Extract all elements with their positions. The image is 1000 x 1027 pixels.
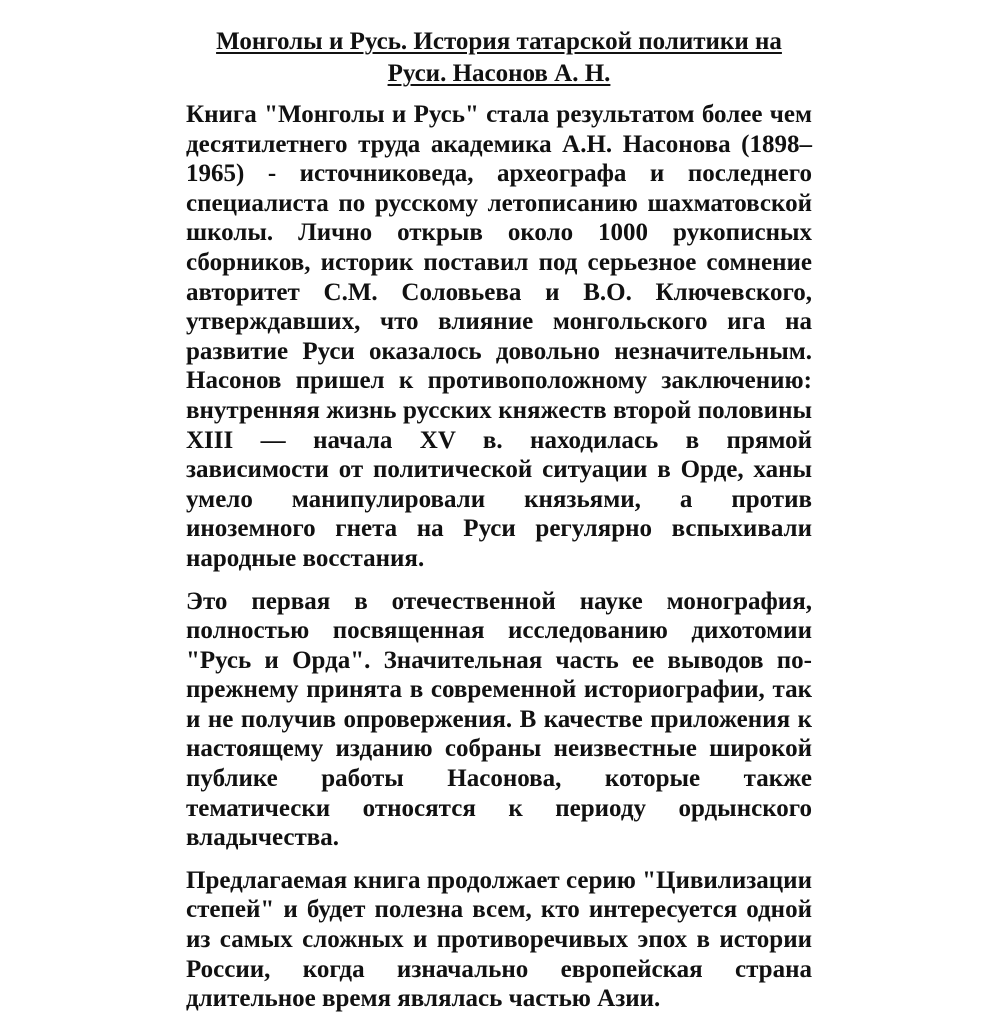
paragraph-1: Книга "Монголы и Русь" стала результатом более чем десятилетнего труда академика А.Н. Насонова (1898–1965) - источниковеда, археографа и последнего специалиста по русскому летописанию шахматовской школы. Лично открыв около 1000 рукописных сборников, историк поставил под серьезное сомнение авторитет С.М. Соловьева и В.О. Ключевского, утверждавших, что влияние монгольского ига на развитие Руси оказалось довольно незначительным. Насонов пришел к противоположному заключению: внутренняя жизнь русских княжеств второй половины XIII — начала XV в. находилась в прямой зависимости от политической ситуации в Орде, ханы умело манипулировали князьями, а против иноземного гнета на Руси регулярно вспыхивали народные восстания. [186,101,812,572]
paragraph-3: Предлагаемая книга продолжает серию "Цивилизации степей" и будет полезна всем, кто интересуется одной из самых сложных и противоречивых эпох в истории России, когда изначально европейская страна длительное время являлась частью Азии. [186,866,812,1013]
document-page [186,26,812,1027]
document-title [186,26,812,90]
paragraph-2: Это первая в отечественной науке монография, полностью посвященная исследованию дихотомии "Русь и Орда". Значительная часть ее выводов по-прежнему принята в современной историографии, так и не получив опровержения. В качестве приложения к настоящему изданию собраны неизвестные широкой публике работы Насонова, которые также тематически относятся к периоду ордынского владычества. [186,587,812,852]
document-title-text: Монголы и Русь. История татарской политики на Руси. Насонов А. Н. [216,28,782,87]
